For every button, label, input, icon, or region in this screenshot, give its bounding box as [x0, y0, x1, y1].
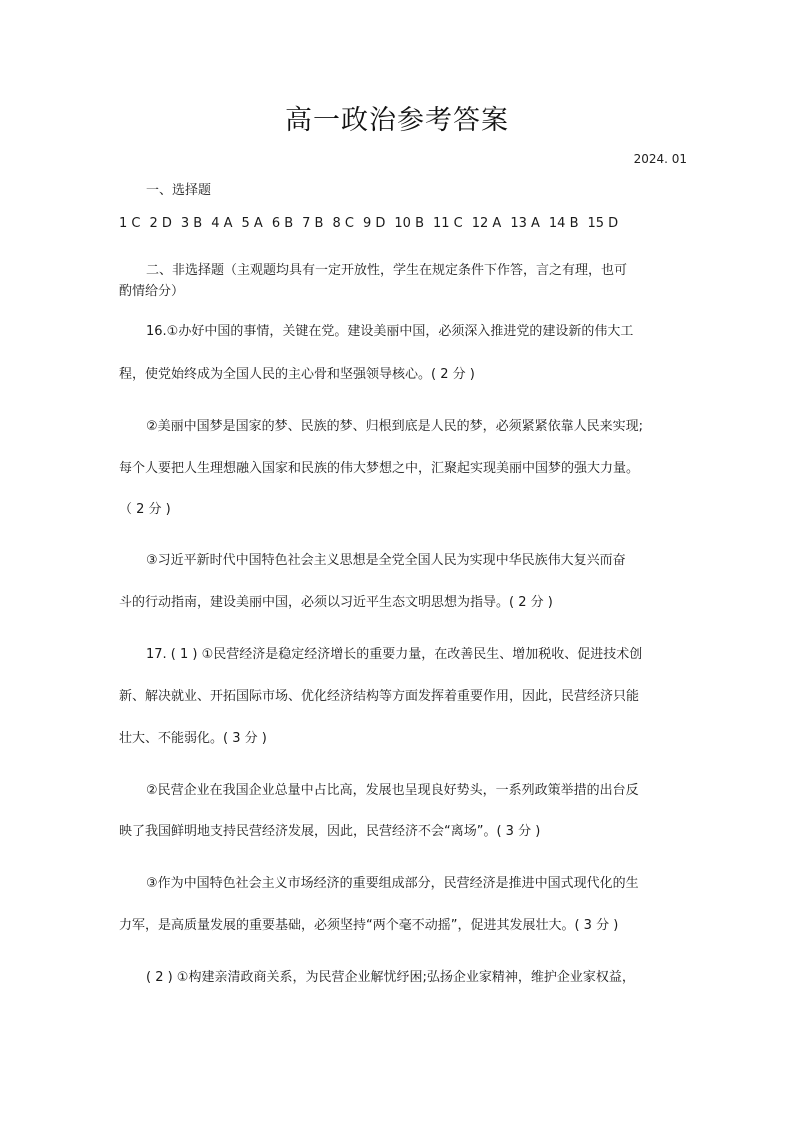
choice-answer: 5 A	[241, 216, 263, 231]
choice-answer: 11 C	[432, 216, 463, 231]
choice-answer: 9 D	[362, 216, 386, 231]
q17-paragraph-1: 17. ( 1 ) ①民营经济是稳定经济增长的重要力量，在改善民生、增加税收、促进技术创	[146, 647, 643, 662]
q17-paragraph-2: ②民营企业在我国企业总量中占比高，发展也呈现良好势头，一系列政策举措的出台反	[146, 783, 639, 798]
q16-paragraph-1: 16.①办好中国的事情，关键在党。建设美丽中国，必须深入推进党的建设新的伟大工	[146, 324, 634, 339]
document-date: 2024. 01	[633, 152, 687, 166]
q16-paragraph-3: ③习近平新时代中国特色社会主义思想是全党全国人民为实现中华民族伟大复兴而奋	[146, 553, 626, 568]
choice-answer: 2 D	[149, 216, 172, 231]
section-heading-nonchoice: 二、非选择题（主观题均具有一定开放性，学生在规定条件下作答，言之有理，也可	[146, 263, 628, 278]
q17-paragraph-1-cont: 新、解决就业、开拓国际市场、优化经济结构等方面发挥着重要作用，因此，民营经济只能	[119, 689, 640, 704]
q16-paragraph-2-cont: 每个人要把人生理想融入国家和民族的伟大梦想之中，汇聚起实现美丽中国梦的强大力量。	[119, 461, 640, 476]
choice-answer: 13 A	[510, 216, 540, 231]
q17-part2-paragraph-1: ( 2 ) ①构建亲清政商关系，为民营企业解忧纾困;弘扬企业家精神，维护企业家权益，	[146, 970, 635, 985]
q17-paragraph-3: ③作为中国特色社会主义市场经济的重要组成部分，民营经济是推进中国式现代化的生	[146, 876, 639, 891]
q17-paragraph-2-cont: 映了我国鲜明地支持民营经济发展，因此，民营经济不会“离场”。( 3 分 )	[119, 824, 541, 839]
choice-answer: 3 B	[180, 216, 203, 231]
q16-paragraph-1-cont: 程，使党始终成为全国人民的主心骨和坚强领导核心。( 2 分 )	[119, 367, 475, 382]
section-heading-choice: 一、选择题	[146, 183, 212, 198]
choice-answer: 1 C	[119, 216, 141, 231]
q16-paragraph-2-score: （ 2 分 )	[119, 502, 171, 517]
q17-paragraph-3-cont: 力军，是高质量发展的重要基础，必须坚持“两个毫不动摇”，促进其发展壮大。( 3 分 )	[119, 918, 619, 933]
page-title: 高一政治参考答案	[285, 105, 509, 136]
q16-paragraph-3-cont: 斗的行动指南，建设美丽中国，必须以习近平生态文明思想为指导。( 2 分 )	[119, 595, 553, 610]
choice-answers-row	[119, 216, 627, 231]
choice-answer: 4 A	[211, 216, 233, 231]
choice-answer: 12 A	[471, 216, 502, 231]
choice-answer: 15 D	[587, 216, 619, 231]
choice-answer: 7 B	[302, 216, 324, 231]
choice-answer: 14 B	[548, 216, 579, 231]
q16-paragraph-2: ②美丽中国梦是国家的梦、民族的梦、归根到底是人民的梦，必须紧紧依靠人民来实现;	[146, 419, 644, 434]
q17-paragraph-1-score: 壮大、不能弱化。( 3 分 )	[119, 731, 267, 746]
choice-answer: 10 B	[394, 216, 424, 231]
choice-answer: 6 B	[271, 216, 294, 231]
section-heading-nonchoice-cont: 酌情给分）	[119, 284, 185, 299]
choice-answer: 8 C	[332, 216, 354, 231]
